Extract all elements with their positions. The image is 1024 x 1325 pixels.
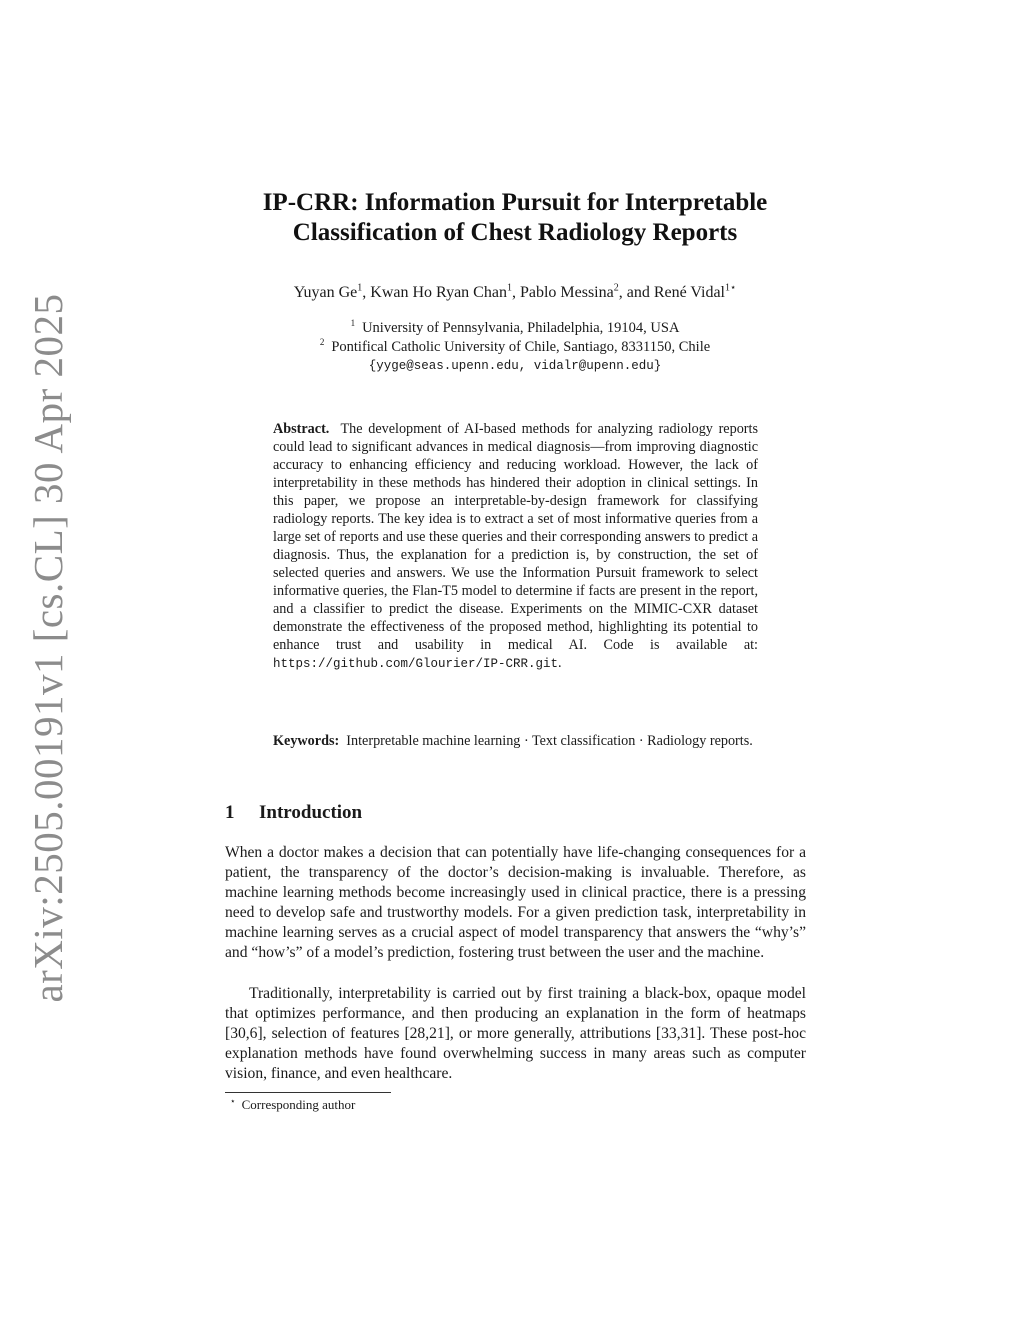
keywords bbox=[273, 732, 758, 750]
affiliation bbox=[200, 338, 830, 356]
author-name: René Vidal bbox=[653, 284, 725, 301]
footnote-mark: ⋆ bbox=[230, 1095, 236, 1106]
keywords-text: Interpretable machine learning · Text classification · Radiology reports. bbox=[346, 733, 753, 749]
abstract-label: Abstract. bbox=[273, 421, 330, 437]
paper-title bbox=[200, 188, 830, 248]
body-paragraph: Traditionally, interpretability is carried out by first training a black-box, opaque model that optimizes performance, and then producing an explanation in the form of heatmaps [30,6], selection of features [28,21], or more generally, attributions [33,31]. These post-hoc explanation methods have found overwhelming success in many areas such as computer vision, finance, and even healthcare. bbox=[225, 985, 806, 1083]
section-heading bbox=[225, 801, 362, 825]
author-name: Kwan Ho Ryan Chan bbox=[370, 284, 507, 301]
affiliation-mark: 2 bbox=[319, 337, 325, 348]
title-line-2: Classification of Chest Radiology Reports bbox=[292, 219, 738, 246]
affiliation-text: Pontifical Catholic University of Chile, Santiago, 8331150, Chile bbox=[331, 339, 711, 355]
author-affil-mark: 1 bbox=[506, 282, 512, 294]
abstract bbox=[273, 420, 758, 673]
author-name: Yuyan Ge bbox=[293, 284, 358, 301]
title-line-1: IP-CRR: Information Pursuit for Interpretable bbox=[262, 189, 768, 216]
author-name: Pablo Messina bbox=[519, 284, 614, 301]
footnote bbox=[230, 1096, 355, 1113]
keywords-label: Keywords: bbox=[273, 733, 340, 749]
author-separator: , bbox=[362, 284, 371, 301]
author-emails: {yyge@seas.upenn.edu, vidalr@upenn.edu} bbox=[368, 359, 662, 373]
author-separator: , and bbox=[618, 284, 654, 301]
body-paragraph: When a doctor makes a decision that can potentially have life-changing consequences for a patient, the transparency of the doctor’s decision-making is invaluable. Therefore, as machine learning methods become increasingly used in clinical practice, there is a pressing need to develop safe and trustworthy models. For a given prediction task, interpretability in machine learning serves as a crucial aspect of model transparency that answers the “why’s” and “how’s” of a model’s prediction, fostering trust between the user and the machine. bbox=[225, 844, 806, 962]
affiliation bbox=[200, 319, 830, 337]
footnote-text: Corresponding author bbox=[241, 1097, 356, 1112]
author-affil-mark: 1⋆ bbox=[725, 282, 737, 294]
author-list bbox=[200, 283, 830, 303]
abstract-end: . bbox=[558, 655, 562, 671]
footnote-divider bbox=[225, 1092, 391, 1093]
section-number: 1 bbox=[225, 802, 235, 823]
abstract-text: The development of AI-based methods for analyzing radiology reports could lead to significant advances in medical diagnosis—from improving diagnostic accuracy to enhancing efficiency and reducing workload. However, the lack of interpretability in these methods has hindered their adoption in clinical settings. In this paper, we propose an interpretable-by-design framework for classifying radiology reports. The key idea is to extract a set of most informative queries from a large set of reports and use these queries and their corresponding answers to predict a diagnosis. Thus, the explanation for a prediction is, by construction, the set of selected queries and answers. We use the Information Pursuit framework to select informative queries, the Flan-T5 model to determine if facts are present in the report, and a classifier to predict the disease. Experiments on the MIMIC-CXR dataset demonstrate the effectiveness of the proposed method, highlighting its potential to enhance trust and usability in medical AI. Code is available at: bbox=[273, 421, 758, 653]
section-title: Introduction bbox=[259, 802, 363, 823]
affiliation-mark: 1 bbox=[350, 318, 356, 329]
author-affil-mark: 1 bbox=[357, 282, 363, 294]
arxiv-identifier-stamp: arXiv:2505.00191v1 [cs.CL] 30 Apr 2025 bbox=[25, 293, 71, 1003]
affiliation-text: University of Pennsylvania, Philadelphia, 19104, USA bbox=[362, 320, 680, 336]
author-separator: , bbox=[511, 284, 520, 301]
author-affil-mark: 2 bbox=[613, 282, 619, 294]
code-link[interactable]: https://github.com/Glourier/IP-CRR.git bbox=[273, 657, 559, 671]
